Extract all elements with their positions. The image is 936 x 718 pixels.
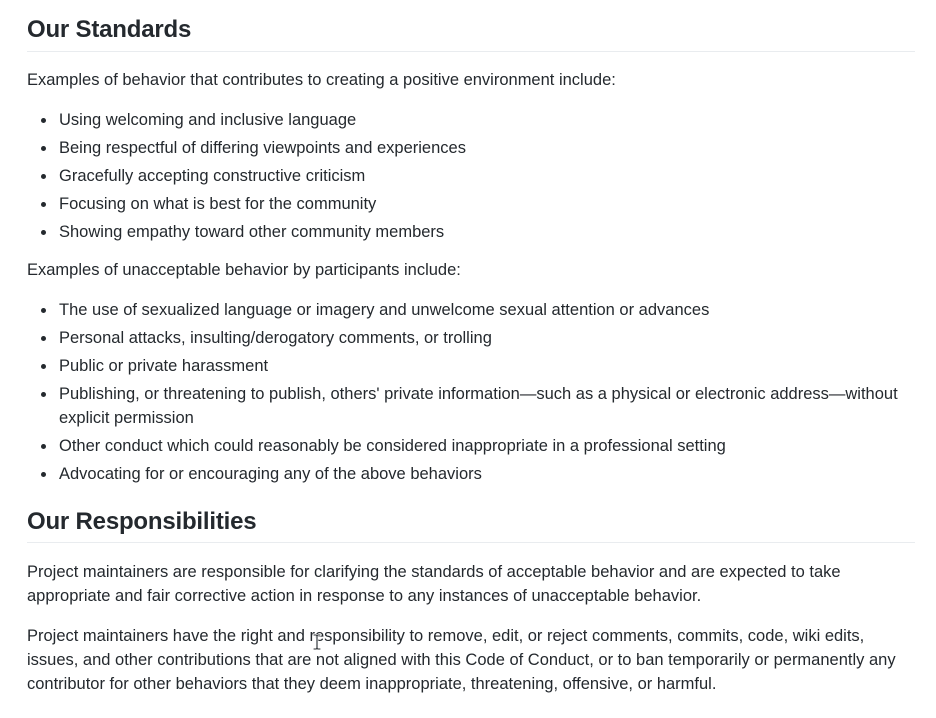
list-item-text: Advocating for or encouraging any of the above behaviors bbox=[59, 465, 482, 483]
list-item bbox=[27, 326, 915, 350]
list-item-text: Personal attacks, insulting/derogatory comments, or trolling bbox=[59, 329, 492, 347]
unacceptable-behavior-list bbox=[27, 298, 915, 486]
bullet-icon bbox=[41, 146, 46, 151]
bullet-icon bbox=[41, 230, 46, 235]
list-item-text: Being respectful of differing viewpoints and experiences bbox=[59, 139, 466, 157]
list-item-text: Showing empathy toward other community members bbox=[59, 223, 445, 241]
bullet-icon bbox=[41, 308, 46, 313]
list-item bbox=[27, 220, 915, 244]
list-item bbox=[27, 354, 915, 378]
list-item bbox=[27, 192, 915, 216]
list-item-text: Using welcoming and inclusive language bbox=[59, 111, 357, 129]
list-item bbox=[27, 434, 915, 458]
list-item-text: Focusing on what is best for the community bbox=[59, 195, 377, 213]
responsibilities-paragraph-2: Project maintainers have the right and responsibility to remove, edit, or reject comments, commits, code, wiki edits, issues, and other contributions that are not aligned with this Code of Conduct, or to ban temporarily or permanently any contributor for other behaviors that they deem inappropriate, threatening, offensive, or harmful. bbox=[27, 627, 896, 693]
positive-behavior-intro: Examples of behavior that contributes to creating a positive environment include: bbox=[27, 71, 616, 89]
positive-behavior-list bbox=[27, 108, 915, 244]
list-item bbox=[27, 382, 915, 430]
standards-heading: Our Standards bbox=[27, 0, 915, 52]
responsibilities-heading: Our Responsibilities bbox=[27, 507, 915, 543]
list-item bbox=[27, 136, 915, 160]
list-item bbox=[27, 164, 915, 188]
bullet-icon bbox=[41, 118, 46, 123]
bullet-icon bbox=[41, 392, 46, 397]
bullet-icon bbox=[41, 336, 46, 341]
list-item-text: Publishing, or threatening to publish, others' private information—such as a physical or electronic address—without explicit permission bbox=[59, 385, 898, 427]
unacceptable-behavior-intro: Examples of unacceptable behavior by participants include: bbox=[27, 261, 461, 279]
bullet-icon bbox=[41, 364, 46, 369]
list-item-text: The use of sexualized language or imagery and unwelcome sexual attention or advances bbox=[59, 301, 710, 319]
bullet-icon bbox=[41, 472, 46, 477]
list-item-text: Public or private harassment bbox=[59, 357, 269, 375]
bullet-icon bbox=[41, 444, 46, 449]
list-item bbox=[27, 462, 915, 486]
bullet-icon bbox=[41, 202, 46, 207]
text-cursor-icon bbox=[312, 634, 322, 650]
list-item-text: Gracefully accepting constructive criticism bbox=[59, 167, 366, 185]
markdown-body bbox=[27, 0, 915, 696]
list-item bbox=[27, 298, 915, 322]
responsibilities-paragraph-1: Project maintainers are responsible for clarifying the standards of acceptable behavior and are expected to take appropriate and fair corrective action in response to any instances of unacceptable behavior. bbox=[27, 563, 841, 605]
list-item bbox=[27, 108, 915, 132]
bullet-icon bbox=[41, 174, 46, 179]
list-item-text: Other conduct which could reasonably be considered inappropriate in a professional setting bbox=[59, 437, 726, 455]
